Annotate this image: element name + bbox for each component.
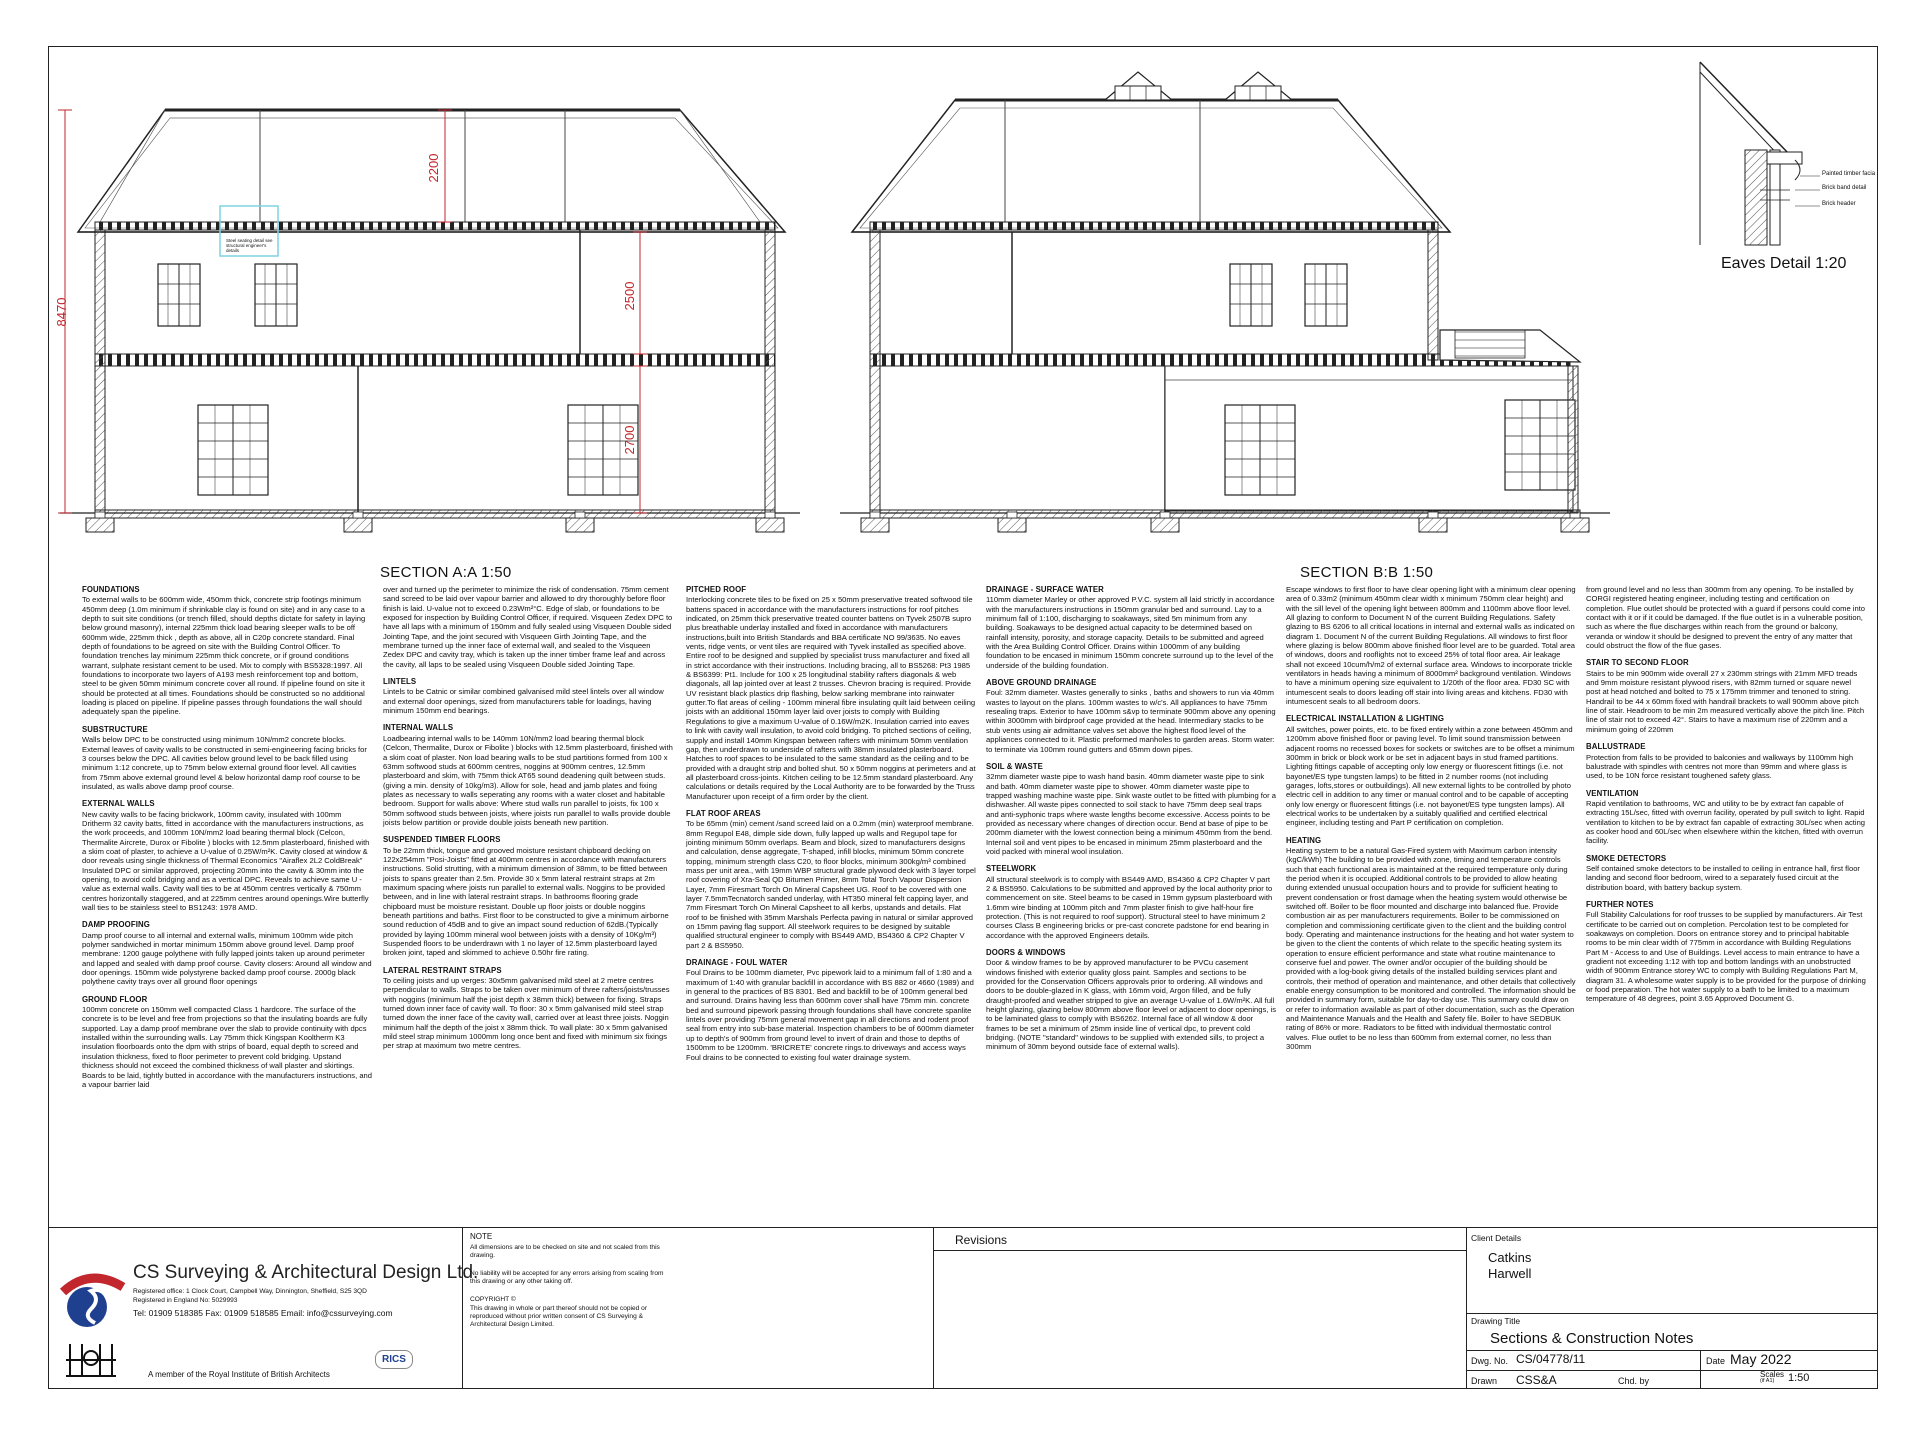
notes-paragraph: Protection from falls to be provided to balconies and walkways by 1100mm high balustrade with spindles with centres not more than 99mm and where glass is used, to be 10N force resistant toughened safety glass. bbox=[1586, 752, 1854, 781]
dwg-no-label: Dwg. No. bbox=[1471, 1356, 1509, 1366]
notes-heading: FURTHER NOTES bbox=[1586, 899, 1654, 909]
drawn-label: Drawn bbox=[1471, 1376, 1498, 1386]
notes-paragraph: Rapid ventilation to bathrooms, WC and utility to be by extract fan capable of extracting 15L/sec, fitted with overrun facility, operated by pull switch to light. Rapid ventilation to kitchen to be by extract fan capable of extracting 30L/sec when acting as cooker hood and 60L/sec when elsewhere within the kitchen, fitted with overrun facility. bbox=[1586, 798, 1866, 846]
notes-heading: STAIR TO SECOND FLOOR bbox=[1586, 658, 1689, 668]
notes-paragraph: Full Stability Calculations for roof trusses to be supplied by manufacturers. Air Test certificate to be carried out on completion. Percolation test to be completed for soakaways on completion. Doors on entrance storey and to principal habitable rooms to be min clear width of 775mm in accordance with Building Regulations Part M - Access to and Use of Buildings. Level access to main entrance to have a gradient not exceeding 1:12 with top and bottom landings with an unobstructed width of 900mm Entrance storey WC to comply with Building Regulations Part M, diagram 31. A wholesome water supply is to be provided for the purpose of drinking or food preparation. The hot water supply to a bath to be limited to a maximum temperature of 48 degrees, point 3.65 Approved Document G. bbox=[1586, 910, 1866, 1004]
company-contact: Tel: 01909 518385 Fax: 01909 518585 Email: info@cssurveying.com bbox=[133, 1308, 393, 1318]
scales-sub-label: (if A1) bbox=[1760, 1378, 1775, 1384]
notes-paragraph: Escape windows to first floor to have clear opening light with a minimum clear opening area of 0.33m2 (minimum 450mm clear width x minimum 750mm clear height) and with the sill level of the opening light between 800mm and 1100mm above floor level. All glazing to conform to Document N of the current Building Regulations. Safety glazing to BS 6206 to all critical locations in internal and external walls as indicated on diagram 1. Document N of the current Building Regulations. All windows to first floor where glazing is below 800mm above finished floor level are to be guarded. Total area of windows, doors and rooflights not to exceed 25% of total floor area. Air leakage shall not exceed 10cum/h/m2 of external surface area. Windows to incorporate trickle ventilators in heads having a minimum of 8000mm² background ventilation. Windows to have a minimum opening size equivalent to 1/20th of the floor area. FD30 SC with intumescent seals to doors leading off stair into living areas and kitchens. FD30 with intumescent seals to all bedroom doors. bbox=[1286, 585, 1576, 707]
notes-heading: GROUND FLOOR bbox=[82, 994, 148, 1004]
tb-divider-1 bbox=[462, 1227, 463, 1389]
company-reg-england: Registered in England No: 5029993 bbox=[133, 1297, 238, 1304]
notes-column-2 bbox=[383, 585, 673, 1051]
notes-heading: SMOKE DETECTORS bbox=[1586, 853, 1667, 863]
notes-paragraph: New cavity walls to be facing brickwork, 100mm cavity, insulated with 100mm Dritherm 32 cavity batts, fitted in accordance with the manufacturers instructions, as the work proceeds, and 100mm 10N/mm2 load bearing thermal block (Celcon, Thermalite Aircrete, Durox or Fibolite ) blocks with 12.5mm plasterboard, finished with a skim coat of plaster, to achieve a U-value of 0.25W/m²K. Cavity closed at window & door reveals using single thickness of Thermal Economics "Airaflex 2L2 ColdBreak" Insulated DPC or similar approved, projecting 20mm into the cavity & 30mm into the opening, to avoid cold bridging and as a vertical DPC. Reveals to achieve same U -value as external walls. Cavity wall ties to be at 450mm centres vertically & 750mm centres horizontally staggered, and at 225mm centres around openings.Wire butterfly wall ties to be stainless steel to BS1243: 1978 AMD. bbox=[82, 809, 370, 912]
eaves-label-brick-header: Brick header bbox=[1822, 201, 1856, 207]
eaves-detail-drawing bbox=[1700, 62, 1820, 245]
client-name: Catkins bbox=[1488, 1250, 1532, 1265]
notes-heading: PITCHED ROOF bbox=[686, 585, 747, 594]
notes-column-1 bbox=[82, 585, 372, 1089]
dim-ground-floor-height: 2700 bbox=[622, 425, 637, 455]
riba-membership: A member of the Royal Institute of British Architects bbox=[148, 1370, 330, 1379]
detail-note: Steel seating detail see structural engineer's details bbox=[226, 238, 273, 253]
drawn-value: CSS&A bbox=[1516, 1373, 1557, 1387]
notes-paragraph: To ceiling joists and up verges: 30x5mm galvanised mild steel at 2 metre centres perpendicular to walls. Straps to be taken over minimum of three rafters/joists/trusses with noggins (minimum half the joist depth x 38mm thick) between for fixing. Straps turned down inner face of cavity wall. To floor: 30 x 5mm galvanised mild steel strap turned down the inner face of the cavity wall, carried over at least three joists. Noggin minimum half the depth of the joist x 38mm thick. To wall plate: 30 x 5mm galvanised mild steel strap minimum 1000mm long once bent and fixed with minimum six fixings per strap at maximum two metre centres. bbox=[383, 976, 670, 1051]
notes-paragraph: To external walls to be 600mm wide, 450mm thick, concrete strip footings minimum 450mm deep (1.0m minimum if shrinkable clay is found on site) and in any case to a depth to suit site conditions (or trench filled, should depths dictate for safety in laying below ground masonry), internal 225mm thick load bearing sleeper walls to be off 600mm wide, 225mm thick , depth as above, all in C20p concrete standard. Final depth of foundations to be agreed on site with the Building Control Officer. To foundation trenches lay minimum 225mm thick concrete, or if ground conditions warrant, sulphate resistant cement to be used. Mix to comply with BS5328:1997. All foundations to incorporate two layers of A193 mesh reinforcement top and bottom, steel to be given 50mm minimum concrete cover all round. If pipeline found on site it should be protected at all times. Foundations should be constructed so no additional loading is placed on pipeline. If pipeline passes through foundations the wall should adequately span the pipeline. bbox=[82, 595, 366, 717]
notes-heading: EXTERNAL WALLS bbox=[82, 799, 155, 809]
scale-value: 1:50 bbox=[1788, 1372, 1810, 1384]
tb-vrule-1 bbox=[1700, 1350, 1701, 1389]
notes-heading: DAMP PROOFING bbox=[82, 920, 150, 930]
notes-heading: FLAT ROOF AREAS bbox=[686, 808, 761, 818]
notes-paragraph: Foul: 32mm diameter. Wastes generally to sinks , baths and showers to run via 40mm wastes to layout on the plans. 100mm wastes to w/c's. All appliances to have 75mm resealing traps. Exterior to have 100mm s&vp to terminate 900mm above any opening within 3000mm with birdproof cage provided at the head. Intermediary stacks to be stub vents using air admittance valves set above the highest flood level of the appliances connected to it. Plastic preformed manholes to garden areas. Storm water: to terminate via 100mm round gutters and 65mm down pipes. bbox=[986, 688, 1276, 754]
notes-heading: VENTILATION bbox=[1586, 788, 1639, 798]
notes-paragraph: All structural steelwork is to comply with BS449 AMD, BS4360 & CP2 Chapter V part 2 & BS5950. Calculations to be submitted and approved by the local authority prior to commencement on site. Steel beams to be cased in 19mm gypsum plasterboard with 1.6mm wire binding at 100mm pitch and 7mm plaster finish to give half-hour fire protection. (This is not required to roof support). Structural steel to have minimum 2 courses Class B engineering bricks or pre-cast concrete padstone for end bearing in accordance with the approved Engineers details. bbox=[986, 874, 1273, 940]
notes-paragraph: Heating system to be a natural Gas-Fired system with Maximum carbon intensity (kgC/kWh) The building to be provided with zone, timing and temperature controls such that each functional area is maintained at the required temperature only during the period when it is occupied. Additional controls to be provided to allow heating during extended unusual occupation hours and to provide for sufficient heating to prevent condensation or frost damage when the heating system would otherwise be switched off. Boiler to be floor mounted and discharge into balanced flue. Provide combustion air as per manufacturers requirements. Boiler to be commissioned on completion and commissioning certificate given to the client and the building control body. Operating and maintenance instructions for the heating and hot water system to be given to the client the contents of which relate to the specific heating system its operation to ensure efficient performance and state what routine maintenance to conserve fuel and power. The owner and/or occupier of the building should be provided with a log-book giving details of the installed building services plant and controls, their method of operation and maintenance, and other details that collectively enable energy consumption to be monitored and controlled. The information should be provided in summary form, suitable for day-to-day use. This summary could draw on or refer to information available as part of other documentation, such as the Operation and Maintenance Manuals and the Health and Safety file. Boiler to have SEDBUK rating of 86% or more. Radiators to be fitted with individual thermostatic control valves. Flue outlet to be no less than 600mm from external corner, no less than 300mm bbox=[1286, 845, 1576, 1052]
dim-overall-height: 8470 bbox=[54, 297, 69, 327]
eaves-label-brick-band: Brick band detail bbox=[1822, 185, 1867, 191]
dim-roof-height: 2200 bbox=[426, 153, 441, 183]
notes-paragraph: Walls below DPC to be constructed using minimum 10N/mm2 concrete blocks. External leaves of cavity walls to be constructed in semi-engineering facing bricks for 3 courses below the DPC. All cavities below ground level to be back filled using minimum 1:12 concrete, up to 75mm below external ground floor level. All cavities from 75mm above external ground level & below horizontal damp roof course to be insulated, as walls above damp proof course. bbox=[82, 735, 367, 791]
revisions-label: Revisions bbox=[955, 1233, 1008, 1247]
notes-paragraph: 110mm diameter Marley or other approved P.V.C. system all laid strictly in accordance with the manufacturers instructions in 150mm granular bed and surround. Lay to a minimum fall of 1:100, discharging to soakaways, sited 5m minimum from any building. Soakaways to be designed actual capacity to be determined based on rainfall intensity, porosity, and storage capacity. Details to be submitted and agreed with the Area Building Control Officer. Drains within 1000mm of any building foundation to be encased in minimum 150mm concrete surround up to the level of the underside of the building foundation. bbox=[986, 595, 1275, 670]
notes-paragraph: Loadbearing internal walls to be 140mm 10N/mm2 load bearing thermal block (Celcon, Thermalite, Durox or Fibolite ) blocks with 12.5mm plasterboard, finished with a skim coat of plaster. Non load bearing walls to be stud partitions formed from 100 x 63mm softwood studs at 600mm centres, noggins at 900mm centres, 12.5mm plasterboard and skim, with 75mm thick AT65 sound deadening quilt between studs. (giving a min. density of 10kg/m3). Allow for sole, head and jamb plates and fixing plates as necessary to walls seperating any rooms with a water closet and habitable bedroom. Support for walls above: Where stud walls run parallel to joists, fix 100 x 50mm softwood studs between joists, where joists run parallel to walls provide double joists below partition or provide double joists beneath new partition. bbox=[383, 733, 673, 827]
company-logo-icon bbox=[55, 1262, 130, 1337]
notes-paragraph: Foul Drains to be 100mm diameter, Pvc pipework laid to a minimum fall of 1:80 and a maximum of 1:40 with granular backfill in accordance with BS 882 or 4660 (1989) and in general to the practices of BS 8301. Bed and backfill to be of 100mm general bed and surround. Drains having less than 600mm cover shall have 75mm min. concrete bed and surround pipework passing through foundations shall have concrete spanlite lintels over providing 75mm general movement gap in all directions and rodent proof seal from entry into sub-base material. Inspection chambers to be of 600mm diameter up to depth's of 900mm from ground level to invert of drain and those to depths of 1500mm to be 1200mm. 'BRICRETE' concrete rings.to driveways and access ways Foul drains to be connected to existing foul water drainage system. bbox=[686, 968, 974, 1062]
notes-paragraph: All switches, power points, etc. to be fixed entirely within a zone between 450mm and 1200mm above finished floor or paving level. To limit sound transmission between adjacent rooms no recessed boxes for sockets or switches are to be offset a minimum 300mm in brick or block work or be set in adjacent bays in stud framed partitions. Lighting fittings capable of accepting only low energy or fluorescent fittings (i.e. not bayonet/ES type tungsten lamps) to be fitted in 2 number rooms (not including garages, lofts,stores or outbuildings). All new external lights to be controlled by photo electric cell in addition to any timer or manual control and to be capable of accepting only low energy or fluorescent fittings (i.e. not bayonet/ES type tungsten lamps). All electrical works to be undertaken by a suitably qualified and certified electrical engineer, including testing and Part P certification on completion. bbox=[1286, 724, 1575, 828]
rics-logo-icon: RICS bbox=[375, 1350, 413, 1369]
notes-heading: BALLUSTRADE bbox=[1586, 742, 1646, 752]
scales-label: Scales bbox=[1760, 1370, 1785, 1379]
notes-heading: STEELWORK bbox=[986, 864, 1037, 874]
notes-paragraph: Door & window frames to be by approved manufacturer to be PVCu casement windows finished with exterior quality gloss paint. Samples and sections to be provided for the Conservation Officers approvals prior to ordering. All windows and doors to be double-glazed in K glass, with 16mm void, Argon filled, and be fully draught-proofed and weather stripped to give an average U-value of 1.6W/m²K. All full height glazing, glazing below 800mm above floor level or adjacent to door openings, is to be laminated glass to comply with BS6262. Internal face of all window & door frames to be set a minimum of 25mm inside line of vertical dpc, to prevent cold bridging. (NOTE "standard" windows to be supplied with extended sills, to project a minimum of 30mm beyond outside face of external walls). bbox=[986, 958, 1277, 1052]
revisions-rule bbox=[933, 1250, 1466, 1251]
tb-divider-2 bbox=[933, 1227, 934, 1389]
note-text-2: No liability will be accepted for any errors arising from scaling from this drawing or any other taking off. bbox=[470, 1270, 664, 1285]
section-aa-title: SECTION A:A 1:50 bbox=[380, 564, 512, 581]
notes-column-3 bbox=[686, 585, 976, 1062]
notes-paragraph: Stairs to be min 900mm wide overall 27 x 230mm strings with 21mm MFD treads and 9mm moisture resistant plywood risers, with 82mm turned or square newel post at head notched and bolted to 75 x 175mm trimmer and tenoned to string. Handrail to be 44 x 60mm fixed with handrail brackets to wall 900mm above pitch line of stair. Headroom to be min 2m measured vertically above the pitch line. Pitch line of stair not to exceed 42°. Stairs to have a maximum rise of 220mm and a minimum going of 220mm bbox=[1586, 668, 1865, 734]
eaves-detail-title: Eaves Detail 1:20 bbox=[1721, 255, 1847, 272]
checked-by-label: Chd. by bbox=[1618, 1376, 1650, 1386]
section-bb-drawing bbox=[840, 72, 1610, 532]
notes-heading: ABOVE GROUND DRAINAGE bbox=[986, 678, 1097, 688]
tb-rule-1 bbox=[1466, 1313, 1878, 1314]
drawing-title: Sections & Construction Notes bbox=[1490, 1330, 1694, 1347]
company-name: CS Surveying & Architectural Design Ltd. bbox=[133, 1262, 479, 1283]
drawing-title-label: Drawing Title bbox=[1471, 1316, 1521, 1326]
notes-heading: FOUNDATIONS bbox=[82, 585, 140, 594]
notes-heading: LATERAL RESTRAINT STRAPS bbox=[383, 965, 502, 975]
client-details-label: Client Details bbox=[1471, 1233, 1522, 1243]
notes-paragraph: from ground level and no less than 300mm from any opening. To be installed by CORGI registered heating engineer, including testing and certification on completion. Flue outlet should be protected with a guard if persons could come into contact with it or if it could be damaged. If the flue outlet is in a vulnerable position, such as where the flue discharges within reach from the ground or balcony, veranda or window it should be designed to prevent the entry of any matter that could obstruct the flow of the flue gases. bbox=[1586, 585, 1866, 651]
notes-paragraph: Self contained smoke detectors to be installed to ceiling in entrance hall, first floor landing and second floor bedroom, wired to a separately fused circuit at the distribution board, with battery backup system. bbox=[1586, 863, 1860, 892]
note-text-1: All dimensions are to be checked on site and not scaled from this drawing. bbox=[470, 1244, 660, 1259]
notes-paragraph: Lintels to be Catnic or similar combined galvanised mild steel lintels over all window and external door openings, sized from manufacturers table for loadings, having minimum 150mm end bearings. bbox=[383, 687, 664, 716]
notes-heading: SUSPENDED TIMBER FLOORS bbox=[383, 835, 501, 845]
notes-heading: DRAINAGE - FOUL WATER bbox=[686, 958, 788, 968]
notes-paragraph: 32mm diameter waste pipe to wash hand basin. 40mm diameter waste pipe to sink and bath. 40mm diameter waste pipe to shower. 40mm diameter waste pipe to trapped washing machine waste pipe. Sink waste outlet to be fitted with plumbing for a dishwasher. All waste pipes connected to soil stack to have 75mm deep seal traps and anti-syphonic traps where waste lengths become excessive. Access points to be provided as necessary where changes of direction occur. Bend at base of pipe to be 200mm diameter with the lowest connection being a minimum 450mm from the bend. Internal soil and vent pipes to be encased in minimum 25mm plasterboard and the void packed with mineral wool insulation. bbox=[986, 772, 1276, 856]
notes-heading: DOORS & WINDOWS bbox=[986, 948, 1066, 958]
notes-paragraph: To be 65mm (min) cement /sand screed laid on a 0.2mm (min) waterproof membrane. 8mm Regupol E48, dimple side down, fully lapped up walls and Regupol tape for jointing minimum 50mm overlaps. Beam and block, sized to manufacturers designs and calculation, dense aggregate, T-shaped, infill blocks, minimum 50mm concrete topping, minimum strength class C20, to floor blocks, minimum 300kg/m³ combined mass per unit area., with 19mm WBP structural grade plywood deck with 3 layer torpel roof covering of Xra-Seal QD Bitumen Primer, 8mm Total Torch Vapour Dispersion Layer, 7mm Firesmart Torch On Mineral Capsheet UG. Roof to be covered with one layer 7.5mmTecnatorch sanded underlay, with HT350 mineral felt capping layer, and 7mm Firesmart Torch On Mineral Capsheet to all kerbs, upstands and details. Flat roof to be finished with 35mm Marshals Perfecta paving in natural or similar approved on 15mm paving flag support. All steelwork requires to be designed by suitable qualified structural engineer to comply with BS449 AMD, BS4360 & CP2 Chapter V part 2 & BS5950. bbox=[686, 819, 976, 950]
notes-paragraph: To be 22mm thick, tongue and grooved moisture resistant chipboard decking on 122x254mm "Posi-Joists" fitted at 400mm centres in accordance with manufacturers instructions. Solid strutting, with a minimum dimension of 38mm, to be fitted between joists to spans greater than 2.5m. Provide 30 x 5mm lateral restraint straps at 2m maximum spacing where joists run parallel to external walls. Noggins to be provided between, and in line with lateral restraint straps. In bathrooms flooring grade chipboard must be moisture resistant. Double up floor joists or double noggins beneath partitions and baths. First floor to be constructed to give a minimum airborne sound reduction of 45dB and to give an impact sound reduction of 62dB.(Typically provided by laying 100mm mineral wool between joists with a density of 10Kg/m³) Suspended floors to be underdrawn with 1 no layer of 12.5mm plasterboard layed broken joint, taped and skimmed to achieve 0.50hr fire rating. bbox=[383, 845, 669, 958]
notes-heading: SUBSTRUCTURE bbox=[82, 724, 148, 734]
notes-heading: SOIL & WASTE bbox=[986, 761, 1043, 771]
notes-column-5 bbox=[1286, 585, 1576, 1052]
notes-heading: DRAINAGE - SURFACE WATER bbox=[986, 585, 1104, 594]
date-label: Date bbox=[1706, 1356, 1726, 1366]
notes-heading: ELECTRICAL INSTALLATION & LIGHTING bbox=[1286, 714, 1445, 724]
notes-paragraph: over and turned up the perimeter to minimize the risk of condensation. 75mm cement sand screed to be laid over vapour barrier and allowed to dry thoroughly before floor finish is laid. U-value not to exceed 0.23Wm²°C. Edge of slab, or foundations to be exposed for inspection by Building Control Officer, if required. Visqueen Zedex DPC to have all laps with a minimum of 150mm and fully sealed using Visqueen Double sided Jointing Tape, and the joint secured with Visqueen Girth Jointing Tape, and the membrane turned up the inner face of external wall, and sealed to the Visqueen Zedex DPC and cavity tray, which is taken up the inner timber frame leaf and across the cavity, all laps to be sealed using Visqueen Double sided Jointing Tape. bbox=[383, 585, 673, 669]
notes-column-6 bbox=[1586, 585, 1866, 1004]
tb-rule-2 bbox=[1466, 1350, 1878, 1351]
riba-crest-icon bbox=[62, 1340, 120, 1380]
tb-rule-3 bbox=[1466, 1370, 1878, 1371]
notes-heading: INTERNAL WALLS bbox=[383, 723, 454, 733]
note-title: NOTE bbox=[470, 1232, 493, 1241]
notes-paragraph: 100mm concrete on 150mm well compacted Class 1 hardcore. The surface of the concrete is to be level and free from projections so that the insulating boards are fully supported. Lay a damp proof membrane over the slab to provide continuity with dpcs installed within the surrounding walls. Lay 75mm thick Kingspan Kooltherm K3 insulation floorboards onto the dpm with strips of board, equal depth to screed and insulation thickness, fixed to floor perimeter to prevent cold bridging. Upstand thickness should not exceed the combined thickness of wall plaster and skirtings. Boards to be laid, tightly butted in accordance with the manufacturers instructions, and a vapour barrier laid bbox=[82, 1005, 372, 1089]
section-aa-drawing bbox=[54, 110, 800, 532]
copyright-title: COPYRIGHT © bbox=[470, 1296, 516, 1303]
notes-paragraph: Interlocking concrete tiles to be fixed on 25 x 50mm preservative treated softwood tile battens spaced in accordance with the manufacturers instructions for roof pitches indicated, on 25mm thick preservative treated counter battens on Tyvek 2507B supro plus breathable underlay installed and fixed in accordance with manufacturers instructions,built into British Standards and BBA certificate NO 99/3635. No eaves vents, ridge vents, or vent tiles are required with Tyvek installed as specified above. Entire roof to be designed and supplied by specialist truss manufacturer and fixed all in strict accordance with their instructions. Including bracing, all to BS5268: Pt3 1985 & BS6399: Pt1. Include for 100 x 25 longitudinal stability rafters diagonals & web diagonals, all lap jointed over at least 2 trusses. Chevron bracing is required. Provide UV resistant black plastics drip flashing, below sarking membrane into rainwater gutter.To flat areas of ceiling - 100mm mineral fibre insulating quilt laid between ceiling joists with an additional 150mm layer laid over joists to comply with Building Regulations to give a maximum U-value of 0.16W/m2K. Insulation carried into eaves to link with cavity wall insulation, to avoid cold bridging. To pitched sections of ceiling, supply and install 140mm Kingspan between rafters with minimum 50mm ventilation gap, then underdrawn to underside of rafters with 38mm insulated plasterboard. Hatches to roof spaces to be insulated to the same standard as the ceiling and to be provided with a draught strip and bolted shut. 50 x 50mm noggins at perimeters and at all plasterboard cross-joints. Kitchen ceiling to be 12.5mm standard plasterboard. Any calculations or details required by the Local Authority are to be forwarded by the Truss Manufacturer upon receipt of a firm order by the client. bbox=[686, 595, 976, 801]
dim-first-floor-height: 2500 bbox=[622, 281, 637, 311]
date-value: May 2022 bbox=[1730, 1351, 1792, 1367]
company-reg-office: Registered office: 1 Clock Court, Campbell Way, Dinnington, Sheffield, S25 3QD bbox=[133, 1288, 367, 1295]
notes-heading: LINTELS bbox=[383, 677, 417, 687]
copyright-text: This drawing in whole or part thereof should not be copied or reproduced without prior written consent of CS Surveying & Architectural Design Limited. bbox=[470, 1305, 648, 1328]
dwg-no-value: CS/04778/11 bbox=[1516, 1352, 1586, 1366]
notes-heading: HEATING bbox=[1286, 835, 1322, 845]
notes-paragraph: Damp proof course to all internal and external walls, minimum 100mm wide pitch polymer sandwiched in mortar minimum 150mm above ground level. Damp proof membrane: 1200 gauge polythene with fully lapped joints taken up around perimeter and lapped and sealed with damp proof course. Cavity closers: Around all window and door openings. 150mm wide polystyrene backed damp proof course. 2000g black polythene cavity trays over all ground floor openings bbox=[82, 930, 372, 987]
notes-column-4 bbox=[986, 585, 1276, 1052]
client-place: Harwell bbox=[1488, 1266, 1532, 1281]
tb-divider-3 bbox=[1466, 1227, 1467, 1389]
eaves-label-facia: Painted timber facia bbox=[1822, 171, 1876, 177]
section-bb-title: SECTION B:B 1:50 bbox=[1300, 564, 1434, 581]
